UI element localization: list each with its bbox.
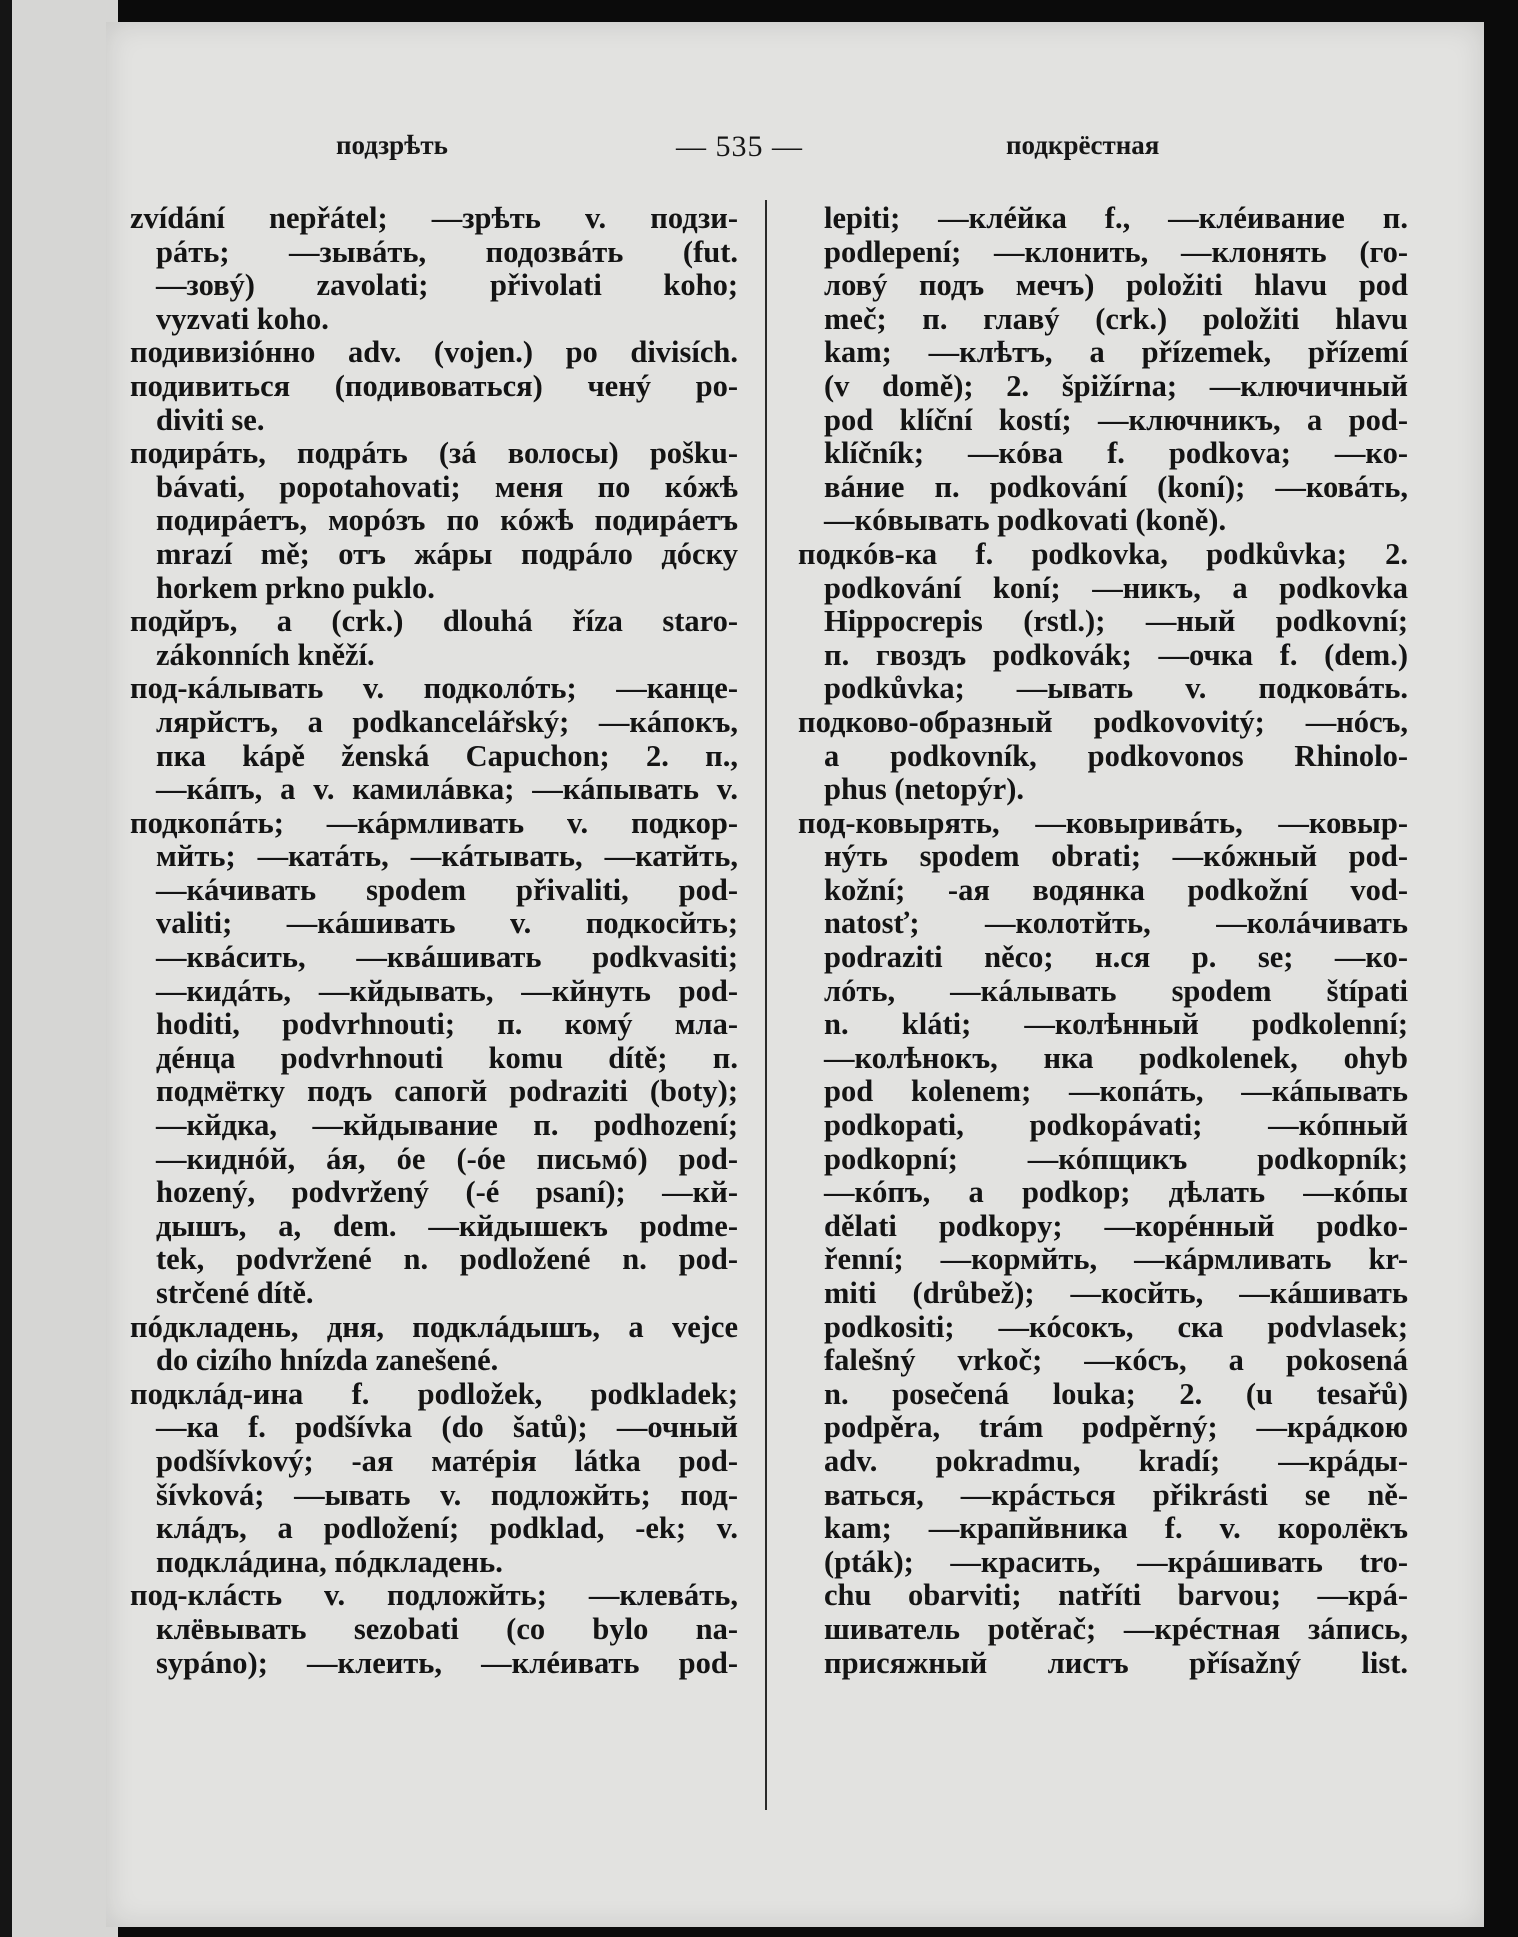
dictionary-line: —кйдка, —кйдывание п. podhození; [156,1108,738,1143]
dictionary-line: a podkovník, podkovonos Rhinolo- [824,738,1408,773]
dictionary-line: под-ковырять, —ковыривáть, —ковыр- [798,805,1408,840]
page-header [106,130,1484,170]
dictionary-line: подково-образный podkovovitý; —нóсъ, [798,704,1408,739]
dictionary-line: лярйстъ, a podkancelářský; —кáпокъ, [156,704,738,739]
dictionary-line: natosť; —колотйть, —колáчивать [824,906,1408,941]
page-number: — 535 — [676,130,803,163]
dictionary-line: —кидáть, —кйдывать, —кйнуть pod- [156,973,738,1008]
dictionary-line: podšívkový; -ая матéрiя látka pod- [156,1443,738,1478]
dictionary-line: (pták); —красить, —крáшивать tro- [824,1544,1408,1579]
dictionary-line: bávati, popotahovati; меня по кóжѣ [156,469,738,504]
dictionary-line: do cizího hnízda zanešené. [156,1343,499,1378]
dictionary-line: рáть; —зывáть, подозвáть (fut. [156,234,738,269]
adjacent-page-edge [0,0,118,1937]
dictionary-line: Hippocrepis (rstl.); —ный podkovní; [824,604,1408,639]
dictionary-line: tek, podvržené n. podložené n. pod- [156,1242,738,1277]
dictionary-line: šívková; —ывать v. подложйть; под- [156,1477,738,1512]
dictionary-line: meč; п. главý (crk.) položiti hlavu [824,301,1408,336]
dictionary-line: kam; —крапйвника f. v. королёкъ [824,1511,1408,1546]
dictionary-line: podkopní; —кóпщикъ podkopník; [824,1141,1408,1176]
dictionary-line: phus (netopýr). [824,772,1024,807]
dictionary-line: подйръ, а (crk.) dlouhá říza staro- [130,604,738,639]
header-left-guide-word: подзрѣть [336,130,448,160]
dictionary-line: pod kolenem; —копáть, —кáпывать [824,1074,1408,1109]
dictionary-line: —киднóй, áя, óе (-óе письмó) pod- [156,1141,738,1176]
dictionary-line: ловý подъ мечъ) položiti hlavu pod [824,268,1408,303]
dictionary-line: под-клáсть v. подложйть; —клевáть, [130,1578,738,1613]
dictionary-line: zvídání nepřátel; —зрѣть v. подзи- [130,201,738,235]
dictionary-line: podpěra, trám podpěrný; —крáдкою [824,1410,1408,1445]
dictionary-line: sypáno); —клеить, —клéивать pod- [156,1645,738,1680]
dictionary-line: kožní; -ая водянка podkožní vod- [824,872,1408,907]
dictionary-line: присяжный листъ přísažný list. [824,1645,1408,1680]
dictionary-line: —кáпъ, а v. камилáвка; —кáпывать v. [156,772,738,807]
dictionary-line: vyzvati koho. [156,301,329,336]
dictionary-line: —кóпъ, a podkop; дѣлать —кóпы [824,1175,1408,1210]
dictionary-line: podkositi; —кóсокъ, ска podvlasek; [824,1309,1408,1344]
dictionary-line: hozený, podvržený (-é psaní); —кй- [156,1175,738,1210]
dictionary-line: подирáетъ, морóзъ по кóжѣ подирáетъ [156,503,738,538]
dictionary-line: miti (drůbež); —косйть, —кáшивать [824,1276,1408,1310]
dictionary-line: подкопáть; —кáрмливать v. подкор- [130,805,738,840]
dictionary-line: falešný vrkoč; —кóсъ, a pokosená [824,1343,1408,1378]
dictionary-line: подклáдина, пóдкладень. [156,1544,503,1579]
dictionary-page [106,22,1484,1927]
dictionary-line: —ка f. podšívka (do šatů); —очный [156,1410,738,1445]
dictionary-line: мйть; —катáть, —кáтывать, —катйть, [156,839,738,874]
dictionary-line: strčené dítě. [156,1276,314,1310]
header-right-guide-word: подкрёстная [1006,130,1160,160]
dictionary-line: пка kápě ženská Capuchon; 2. п., [156,738,738,773]
dictionary-line: дéнца podvrhnouti komu dítě; п. [156,1040,738,1075]
dictionary-line: dělati podkopy; —корéнный podko- [824,1208,1408,1243]
dictionary-line: valiti; —кáшивать v. подкосйть; [156,906,738,941]
dictionary-line: klíčník; —кóва f. podkova; —ко- [824,436,1408,471]
dictionary-line: шиватель potěrač; —крéстная зáпись, [824,1611,1408,1646]
left-column [130,202,738,1680]
dictionary-line: hoditi, podvrhnouti; п. комý мла- [156,1007,738,1042]
dictionary-line: pod klíční kostí; —ключникъ, a pod- [824,402,1408,437]
dictionary-line: mrazí mě; отъ жáры подрáло дóску [156,536,738,571]
dictionary-line: подирáть, подрáть (зá волосы) pošku- [130,436,738,471]
dictionary-line: n. posečená louka; 2. (u tesařů) [824,1376,1408,1411]
dictionary-line: —колѣнокъ, нка podkolenek, ohyb [824,1040,1408,1075]
dictionary-line: клáдъ, a podložení; podklad, -ek; v. [156,1511,738,1546]
dictionary-line: дышъ, а, dem. —кйдышекъ podme- [156,1208,738,1243]
dictionary-line: вáние п. podkování (koní); —ковáть, [824,469,1408,504]
dictionary-line: podkopati, podkopávati; —кóпный [824,1108,1408,1143]
right-column [798,202,1408,1680]
dictionary-line: —кáчивать spodem přivaliti, pod- [156,872,738,907]
dictionary-line: подмётку подъ сапогй podraziti (boty); [156,1074,738,1109]
dictionary-line: řenní; —кормйть, —кáрмливать kr- [824,1242,1408,1277]
dictionary-line: n. kláti; —колѣнный podkolenní; [824,1007,1408,1042]
dictionary-line: подивиться (подивоваться) ченý po- [130,368,738,403]
dictionary-line: podlepení; —клонить, —клонять (го- [824,234,1408,269]
dictionary-line: лóть, —кáлывать spodem štípati [824,973,1408,1008]
dictionary-line: пóдкладень, дня, подклáдышъ, а vejce [130,1309,738,1344]
dictionary-line: podkůvka; —ывать v. подковáть. [824,671,1408,706]
dictionary-line: подклáд-ина f. podložek, podkladek; [130,1376,738,1411]
dictionary-line: horkem prkno puklo. [156,570,435,605]
dictionary-line: adv. pokradmu, kradí; —крáды- [824,1443,1408,1478]
dictionary-line: podraziti něco; н.ся p. se; —ко- [824,940,1408,975]
dictionary-line: клёвывать sezobati (co bylo na- [156,1611,738,1646]
dictionary-line: подкóв-ка f. podkovka, podkůvka; 2. [798,536,1408,571]
column-divider [765,200,767,1810]
dictionary-line: ваться, —крáсться přikrásti se ně- [824,1477,1408,1512]
dictionary-line: нýть spodem obrati; —кóжный pod- [824,839,1408,874]
dictionary-line: diviti se. [156,402,265,437]
dictionary-line: подивизióнно adv. (vojen.) po divisích. [130,335,738,370]
dictionary-line: podkování koní; —никъ, a podkovka [824,570,1408,605]
dictionary-line: —квáсить, —квáшивать podkvasiti; [156,940,738,975]
dictionary-line: zákonních kněží. [156,637,375,672]
dictionary-line: под-кáлывать v. подколóть; —канце- [130,671,738,706]
dictionary-line: kam; —клѣтъ, а přízemek, přízemí [824,335,1408,370]
dictionary-line: —зовý) zavolati; přivolati koho; [156,268,738,303]
dictionary-line: —кóвывать podkovati (koně). [824,503,1227,538]
scan-border [0,0,12,1937]
dictionary-line: п. гвоздъ podkovák; —очка f. (dem.) [824,637,1408,672]
dictionary-line: (v domě); 2. špižírna; —ключичный [824,368,1408,403]
dictionary-line: lepiti; —клéйка f., —клéивание п. [824,201,1408,235]
dictionary-line: chu obarviti; natříti barvou; —крá- [824,1578,1408,1613]
